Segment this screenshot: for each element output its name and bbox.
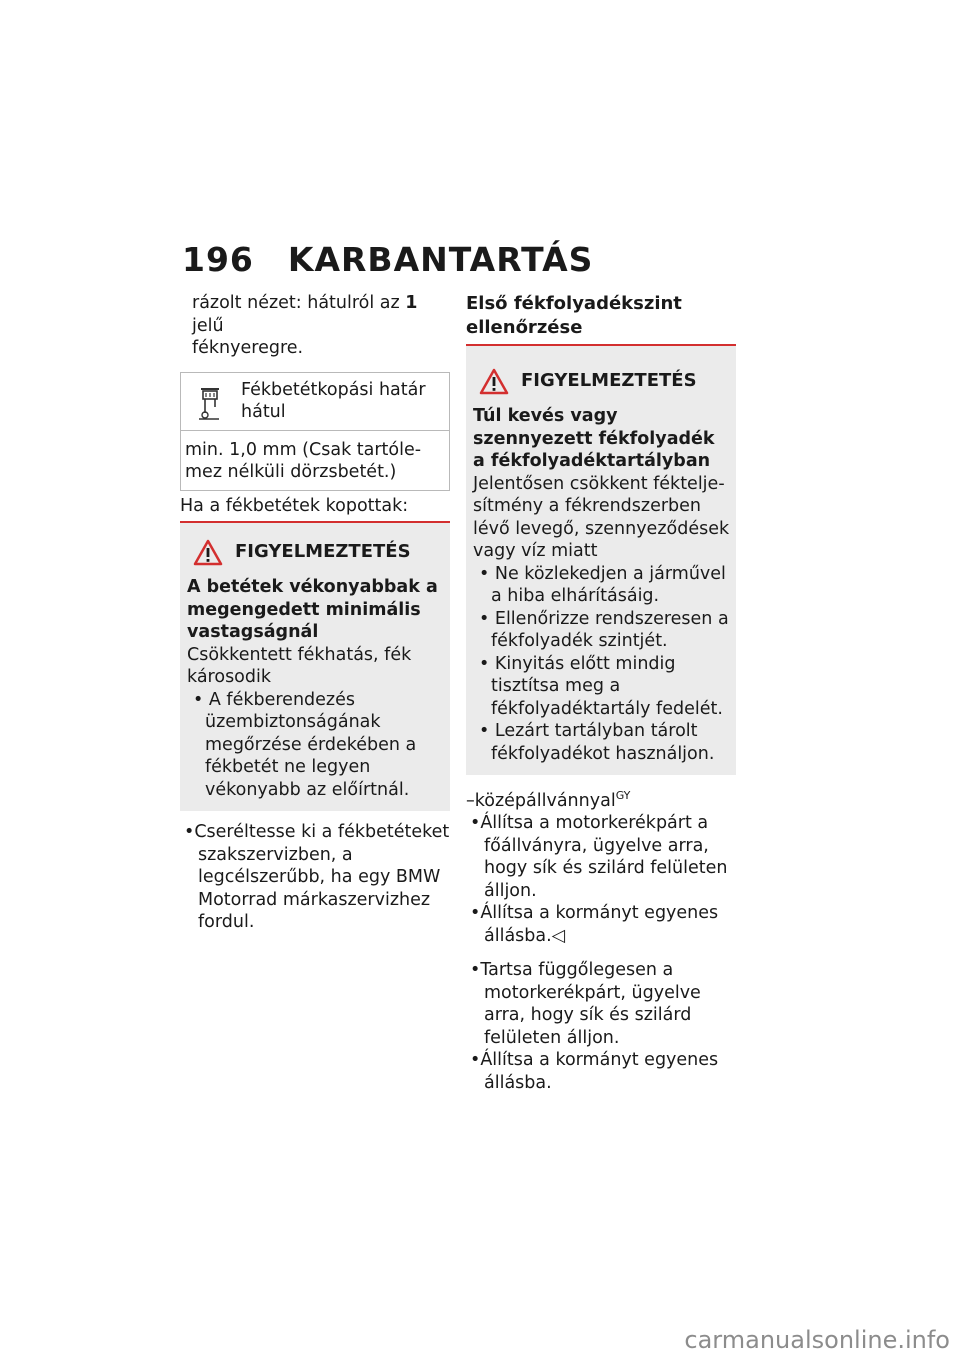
step-item: •Állítsa a motorkerékpárt a főállványra, ügyelve arra, hogy sík és szilárd felületen álljon. <box>470 813 728 901</box>
warning-box <box>466 346 736 775</box>
spec-table-header <box>181 373 449 431</box>
worn-pads-text: Ha a fékbetétek kopottak: <box>180 495 409 516</box>
section-title: KARBANTARTÁS <box>287 240 594 279</box>
spec-table <box>180 372 450 491</box>
spec-heading: Fékbetétkopási határ hátul <box>241 379 426 422</box>
list-item: • Kinyitás előtt mindig tisztítsa meg a fékfolyadéktartály fedelét. <box>479 653 723 719</box>
list-item: • Lezárt tartályban tárolt fékfolyadékot használjon. <box>479 721 715 764</box>
spec-value: min. 1,0 mm (Csak tartóle-mez nélküli dörzsbetét.) <box>185 439 422 482</box>
warning-box <box>180 523 450 811</box>
step-item: •Cseréltesse ki a fékbetéteket szakszervizben, a legcélszerűbb, ha egy BMW Motorrad márkaszervizhez fordul. <box>184 822 450 932</box>
warning-header <box>473 368 730 395</box>
warning-title: Túl kevés vagy szennyezett fékfolyadék a fékfolyadéktartályban <box>473 406 715 471</box>
brake-pad-icon <box>191 379 231 423</box>
warning-title: A betétek vékonyabbak a megengedett minimális vastagságnál <box>187 577 438 642</box>
subsection-title: Első fékfolyadékszint ellenőrzése <box>466 293 682 338</box>
warning-label: FIGYELMEZTETÉS <box>521 370 697 392</box>
warning-list <box>187 689 444 802</box>
warning-triangle-icon <box>479 368 509 395</box>
left-column <box>180 292 450 934</box>
list-item: • Ellenőrizze rendszeresen a fékfolyadék szintjét. <box>479 608 729 651</box>
page-number: 196 <box>182 240 254 279</box>
intro-paragraph: rázolt nézet: hátulról az 1 jelű féknyeregre. <box>192 293 418 358</box>
warning-header <box>187 539 444 566</box>
right-column <box>466 292 736 1094</box>
step-item: •Tartsa függőlegesen a motorkerékpárt, ügyelve arra, hogy sík és szilárd felületen álljon. <box>470 960 701 1048</box>
list-item: • Ne közlekedjen a járművel a hiba elhárításáig. <box>479 563 726 606</box>
watermark: carmanualsonline.info <box>684 1326 950 1354</box>
page-header <box>182 240 593 279</box>
warning-triangle-icon <box>193 539 223 566</box>
condition-text: –középállvánnyal$^{GY}$ <box>466 789 631 811</box>
step-item: •Állítsa a kormányt egyenes állásba.◁ <box>470 903 719 946</box>
warning-label: FIGYELMEZTETÉS <box>235 541 411 563</box>
step-item: •Állítsa a kormányt egyenes állásba. <box>470 1050 719 1093</box>
list-item: • A fékberendezés üzembiztonságának megőrzése érdekében a fékbetét ne legyen vékonyabb az előírtnál. <box>193 689 417 800</box>
warning-description: Jelentősen csökkent fékteljesítmény a fékrendszerben lévő levegő, szennyeződések vagy víz miatt <box>473 473 730 561</box>
warning-list <box>473 563 730 766</box>
warning-description: Csökkentett fékhatás, fék károsodik <box>187 644 412 687</box>
